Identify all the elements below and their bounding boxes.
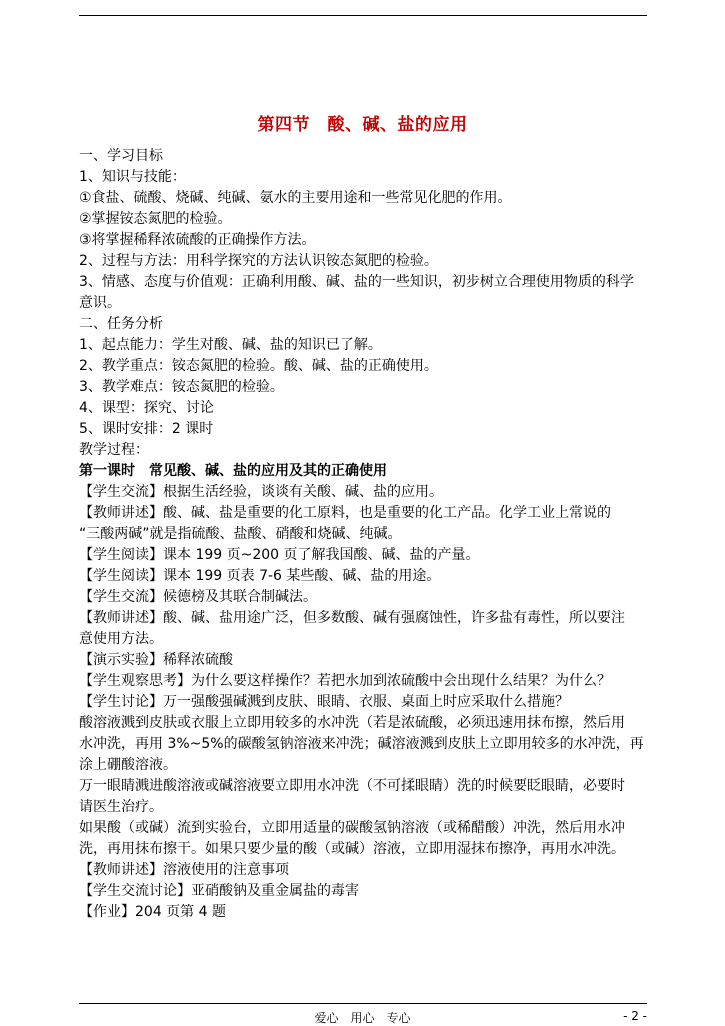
body-text-line: 【学生讨论】万一强酸强碱溅到皮肤、眼睛、衣服、桌面上时应采取什么措施？: [79, 694, 569, 710]
body-text-line: 涂上硼酸溶液。: [79, 757, 177, 773]
body-text-line: 二、任务分析: [79, 316, 163, 332]
body-text-line: 【学生交流讨论】亚硝酸钠及重金属盐的毒害: [79, 883, 359, 899]
body-text-line: 【学生阅读】课本 199 页~200 页了解我国酸、碱、盐的产量。: [79, 547, 480, 563]
footer-rule: [79, 1003, 647, 1004]
body-text-line: 请医生治疗。: [79, 799, 163, 815]
body-text-line: 【教师讲述】溶液使用的注意事项: [79, 862, 289, 878]
body-text-line: ②掌握铵态氮肥的检验。: [79, 211, 232, 227]
footer-motto: 爱心 用心 专心: [314, 1011, 411, 1025]
body-text-line: 5、课时安排：2 课时: [79, 421, 214, 437]
body-text-line: 【学生交流】候德榜及其联合制碱法。: [79, 589, 317, 605]
body-text-line: 3、情感、态度与价值观：正确利用酸、碱、盐的一些知识，初步树立合理使用物质的科学: [79, 274, 634, 290]
body-text-line: 【演示实验】稀释浓硫酸: [79, 652, 233, 668]
body-text-line: 洗，再用抹布擦干。如果只要少量的酸（或碱）溶液，立即用湿抹布擦净，再用水冲洗。: [79, 841, 625, 857]
header-rule: [79, 15, 647, 16]
body-text-line: 【教师讲述】酸、碱、盐用途广泛，但多数酸、碱有强腐蚀性，许多盐有毒性，所以要注: [79, 610, 625, 626]
body-text-line: 4、课型：探究、讨论: [79, 400, 214, 416]
body-text-line: “三酸两碱”就是指硫酸、盐酸、硝酸和烧碱、纯碱。: [79, 526, 402, 542]
section-heading-line: 第一课时 常见酸、碱、盐的应用及其的正确使用: [79, 463, 387, 479]
body-text-line: 【学生观察思考】为什么要这样操作？若把水加到浓硫酸中会出现什么结果？为什么？: [79, 673, 611, 689]
body-text-line: 【学生阅读】课本 199 页表 7-6 某些酸、碱、盐的用途。: [79, 568, 441, 584]
document-body: [79, 146, 647, 923]
body-text-line: 【学生交流】根据生活经验，谈谈有关酸、碱、盐的应用。: [79, 484, 443, 500]
body-text-line: 意使用方法。: [79, 631, 163, 647]
document-title: 第四节 酸、碱、盐的应用: [257, 115, 468, 135]
body-text-line: 如果酸（或碱）流到实验台，立即用适量的碳酸氢钠溶液（或稀醋酸）冲洗，然后用水冲: [79, 820, 625, 836]
body-text-line: 一、学习目标: [79, 148, 163, 164]
body-text-line: 意识。: [79, 295, 121, 311]
body-text-line: ③将掌握稀释浓硫酸的正确操作方法。: [79, 232, 316, 248]
body-text-line: 【教师讲述】酸、碱、盐是重要的化工原料，也是重要的化工产品。化学工业上常说的: [79, 505, 611, 521]
body-text-line: 酸溶液溅到皮肤或衣服上立即用较多的水冲洗（若是浓硫酸，必须迅速用抹布擦，然后用: [79, 715, 625, 731]
body-text-line: ①食盐、硫酸、烧碱、纯碱、氨水的主要用途和一些常见化肥的作用。: [79, 190, 512, 206]
body-text-line: 【作业】204 页第 4 题: [79, 904, 226, 920]
body-text-line: 2、过程与方法：用科学探究的方法认识铵态氮肥的检验。: [79, 253, 438, 269]
body-text-line: 水冲洗，再用 3%~5%的碳酸氢钠溶液来冲洗；碱溶液溅到皮肤上立即用较多的水冲洗，再: [79, 736, 644, 752]
body-text-line: 万一眼睛溅进酸溶液或碱溶液要立即用水冲洗（不可揉眼睛）洗的时候要眨眼睛，必要时: [79, 778, 625, 794]
body-text-line: 1、起点能力：学生对酸、碱、盐的知识已了解。: [79, 337, 382, 353]
body-text-line: 1、知识与技能：: [79, 169, 186, 185]
page-number: - 2 -: [623, 1009, 647, 1023]
body-text-line: 2、教学重点：铵态氮肥的检验。酸、碱、盐的正确使用。: [79, 358, 438, 374]
body-text-line: 3、教学难点：铵态氮肥的检验。: [79, 379, 284, 395]
body-text-line: 教学过程：: [79, 442, 149, 458]
